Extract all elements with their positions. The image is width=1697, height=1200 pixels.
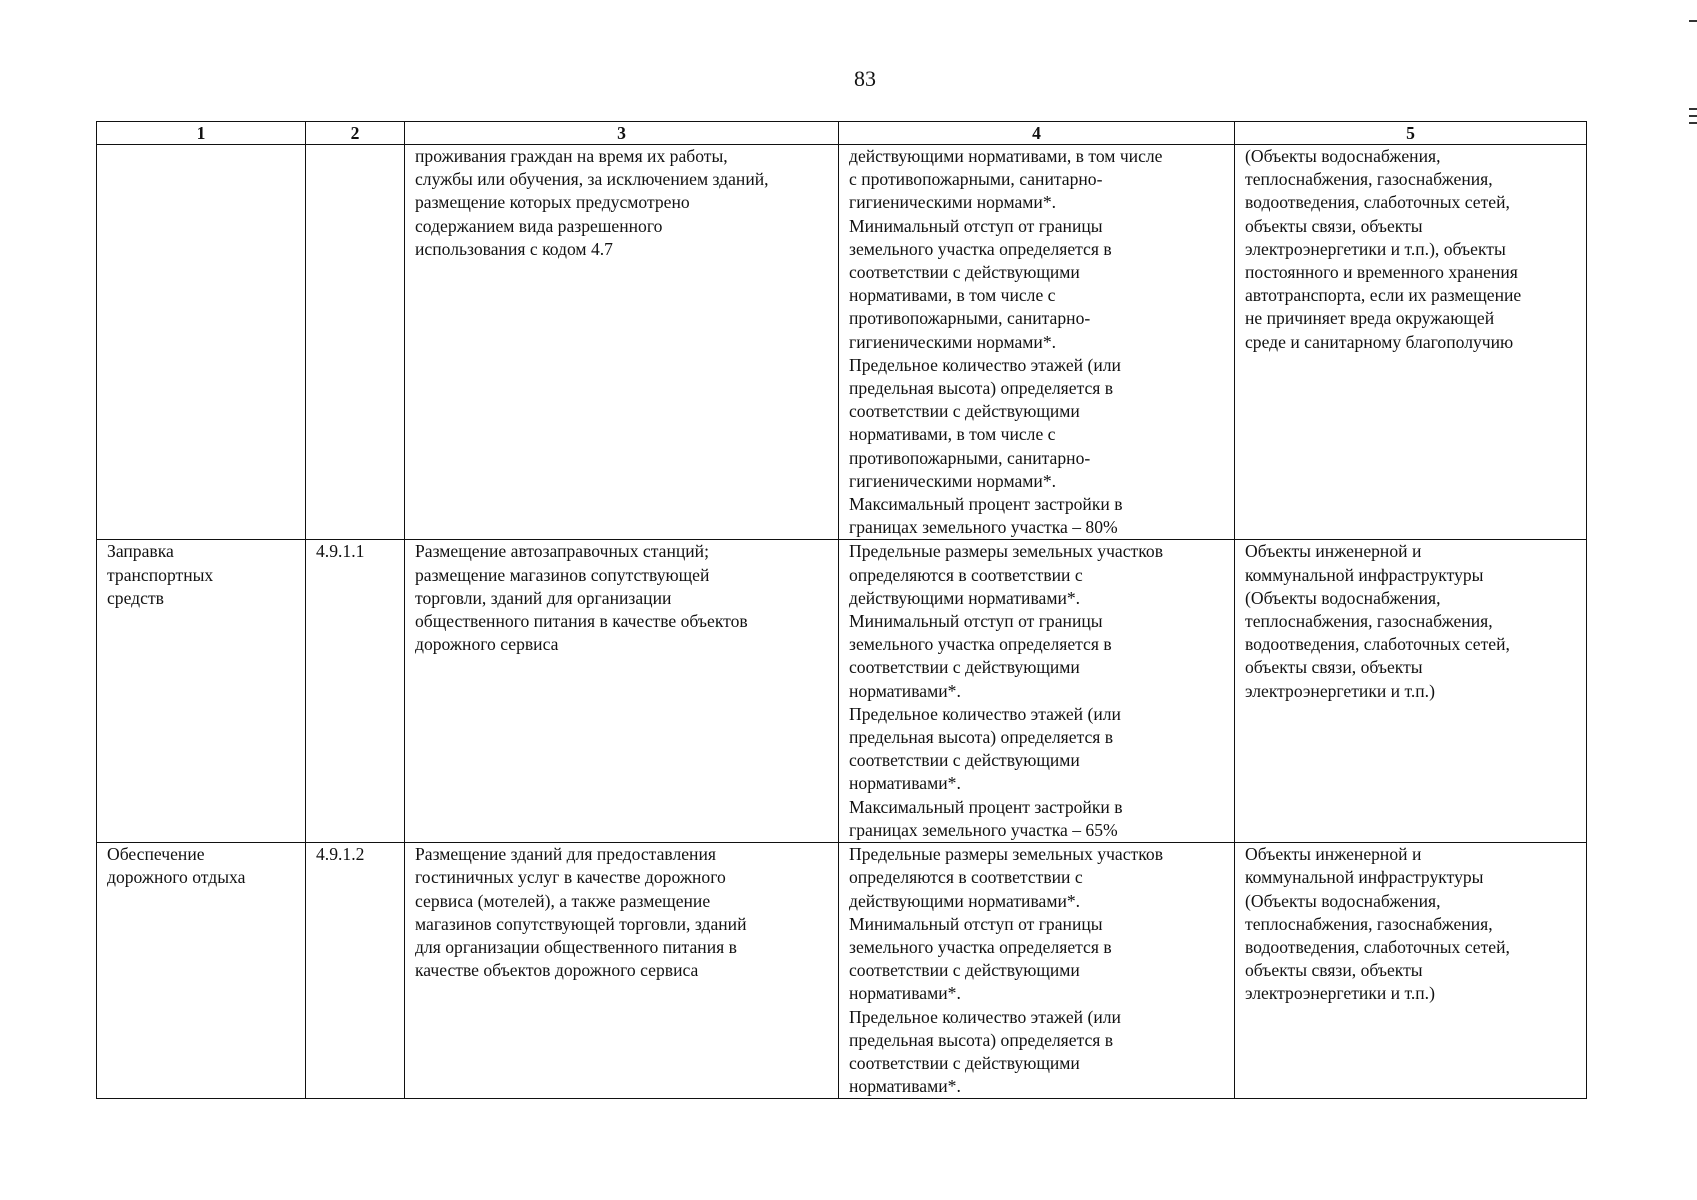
- cell-line: использования с кодом 4.7: [415, 238, 613, 259]
- column-header-5: 5: [1235, 122, 1587, 145]
- cell-line: качестве объектов дорожного сервиса: [415, 960, 699, 981]
- cell-line: земельного участка определяется в: [849, 634, 1112, 655]
- cell-description: [405, 145, 839, 540]
- cell-name: [97, 145, 306, 540]
- cell-line: Минимальный отступ от границы: [849, 215, 1103, 236]
- cell-line: Предельное количество этажей (или: [849, 354, 1121, 375]
- cell-line: электроэнергетики и т.п.), объекты: [1245, 238, 1506, 259]
- cell-line: Заправка: [107, 541, 174, 562]
- edge-mark-middle-3: [1689, 122, 1697, 124]
- cell-line: электроэнергетики и т.п.): [1245, 680, 1435, 701]
- cell-line: постоянного и временного хранения: [1245, 262, 1518, 283]
- cell-line: дорожного отдыха: [107, 867, 246, 888]
- cell-line: земельного участка определяется в: [849, 238, 1112, 259]
- edge-mark-middle-1: [1689, 108, 1697, 110]
- cell-line: противопожарными, санитарно-: [849, 308, 1091, 329]
- cell-line: соответствии с действующими: [849, 960, 1080, 981]
- cell-line: предельная высота) определяется в: [849, 727, 1114, 748]
- table-row: [97, 540, 1587, 843]
- cell-line: гигиеническими нормами*.: [849, 470, 1057, 491]
- cell-line: границах земельного участка – 65%: [849, 819, 1118, 840]
- cell-line: теплоснабжения, газоснабжения,: [1245, 913, 1493, 934]
- cell-line: объекты связи, объекты: [1245, 657, 1423, 678]
- cell-auxiliary: [1235, 540, 1587, 843]
- cell-auxiliary: [1235, 145, 1587, 540]
- cell-line: коммунальной инфраструктуры: [1245, 867, 1484, 888]
- cell-line: действующими нормативами*.: [849, 587, 1081, 608]
- edge-mark-top: [1689, 20, 1697, 22]
- cell-line: Объекты инженерной и: [1245, 844, 1422, 865]
- cell-line: объекты связи, объекты: [1245, 215, 1423, 236]
- cell-line: определяются в соответствии с: [849, 867, 1083, 888]
- cell-line: автотранспорта, если их размещение: [1245, 285, 1522, 306]
- cell-line: земельного участка определяется в: [849, 936, 1112, 957]
- cell-line: водоотведения, слаботочных сетей,: [1245, 936, 1510, 957]
- cell-line: содержанием вида разрешенного: [415, 215, 663, 236]
- cell-line: соответствии с действующими: [849, 401, 1080, 422]
- cell-line: Максимальный процент застройки в: [849, 796, 1123, 817]
- cell-line: гигиеническими нормами*.: [849, 192, 1057, 213]
- cell-line: сервиса (мотелей), а также размещение: [415, 890, 711, 911]
- cell-line: средств: [107, 587, 164, 608]
- cell-line: электроэнергетики и т.п.): [1245, 983, 1435, 1004]
- edge-mark-middle-2: [1689, 115, 1697, 117]
- cell-line: дорожного сервиса: [415, 634, 559, 655]
- cell-line: соответствии с действующими: [849, 1052, 1080, 1073]
- cell-line: нормативами*.: [849, 1076, 961, 1097]
- cell-line: с противопожарными, санитарно-: [849, 169, 1103, 190]
- column-header-1: 1: [97, 122, 306, 145]
- cell-line: определяются в соответствии с: [849, 564, 1083, 585]
- cell-line: предельная высота) определяется в: [849, 378, 1114, 399]
- cell-line: 4.9.1.2: [316, 844, 365, 865]
- cell-line: Предельное количество этажей (или: [849, 1006, 1121, 1027]
- page-number: 83: [854, 66, 876, 91]
- cell-line: теплоснабжения, газоснабжения,: [1245, 169, 1493, 190]
- cell-name: [97, 540, 306, 843]
- cell-line: действующими нормативами*.: [849, 890, 1081, 911]
- cell-line: Предельное количество этажей (или: [849, 703, 1121, 724]
- cell-line: объекты связи, объекты: [1245, 960, 1423, 981]
- cell-line: Обеспечение: [107, 844, 205, 865]
- cell-code: [306, 540, 405, 843]
- cell-line: Размещение зданий для предоставления: [415, 844, 716, 865]
- cell-line: Предельные размеры земельных участков: [849, 844, 1163, 865]
- cell-line: 4.9.1.1: [316, 541, 365, 562]
- cell-name: [97, 843, 306, 1099]
- cell-line: Предельные размеры земельных участков: [849, 541, 1163, 562]
- cell-line: Максимальный процент застройки в: [849, 494, 1123, 515]
- table-body: [97, 145, 1587, 1099]
- cell-line: транспортных: [107, 564, 214, 585]
- cell-line: предельная высота) определяется в: [849, 1029, 1114, 1050]
- cell-parameters: [839, 540, 1235, 843]
- cell-line: службы или обучения, за исключением зданий,: [415, 169, 769, 190]
- cell-line: нормативами*.: [849, 773, 961, 794]
- cell-line: не причиняет вреда окружающей: [1245, 308, 1495, 329]
- cell-line: коммунальной инфраструктуры: [1245, 564, 1484, 585]
- cell-line: границах земельного участка – 80%: [849, 517, 1118, 538]
- cell-line: водоотведения, слаботочных сетей,: [1245, 634, 1510, 655]
- cell-line: (Объекты водоснабжения,: [1245, 146, 1441, 166]
- cell-line: соответствии с действующими: [849, 750, 1080, 771]
- cell-line: Объекты инженерной и: [1245, 541, 1422, 562]
- cell-line: нормативами, в том числе с: [849, 424, 1056, 445]
- cell-description: [405, 843, 839, 1099]
- cell-line: размещение магазинов сопутствующей: [415, 564, 710, 585]
- cell-line: соответствии с действующими: [849, 657, 1080, 678]
- cell-code: [306, 843, 405, 1099]
- cell-line: действующими нормативами, в том числе: [849, 146, 1163, 166]
- cell-line: теплоснабжения, газоснабжения,: [1245, 611, 1493, 632]
- cell-line: (Объекты водоснабжения,: [1245, 890, 1441, 911]
- cell-line: проживания граждан на время их работы,: [415, 146, 728, 166]
- cell-line: торговли, зданий для организации: [415, 587, 672, 608]
- land-use-table: [96, 121, 1587, 1099]
- cell-line: размещение которых предусмотрено: [415, 192, 690, 213]
- cell-line: среде и санитарному благополучию: [1245, 331, 1514, 352]
- table-row: [97, 145, 1587, 540]
- cell-line: общественного питания в качестве объектов: [415, 611, 748, 632]
- cell-line: Минимальный отступ от границы: [849, 611, 1103, 632]
- cell-line: нормативами*.: [849, 680, 961, 701]
- cell-line: гигиеническими нормами*.: [849, 331, 1057, 352]
- cell-line: гостиничных услуг в качестве дорожного: [415, 867, 726, 888]
- cell-line: соответствии с действующими: [849, 262, 1080, 283]
- cell-line: (Объекты водоснабжения,: [1245, 587, 1441, 608]
- cell-line: нормативами, в том числе с: [849, 285, 1056, 306]
- cell-line: Размещение автозаправочных станций;: [415, 541, 709, 562]
- column-header-2: 2: [306, 122, 405, 145]
- column-header-4: 4: [839, 122, 1235, 145]
- cell-line: водоотведения, слаботочных сетей,: [1245, 192, 1510, 213]
- column-header-3: 3: [405, 122, 839, 145]
- cell-description: [405, 540, 839, 843]
- table-header-row: [97, 122, 1587, 145]
- cell-line: противопожарными, санитарно-: [849, 447, 1091, 468]
- cell-line: магазинов сопутствующей торговли, зданий: [415, 913, 747, 934]
- cell-line: нормативами*.: [849, 983, 961, 1004]
- cell-code: [306, 145, 405, 540]
- table-row: [97, 843, 1587, 1099]
- cell-line: Минимальный отступ от границы: [849, 913, 1103, 934]
- cell-parameters: [839, 145, 1235, 540]
- cell-line: для организации общественного питания в: [415, 936, 737, 957]
- cell-auxiliary: [1235, 843, 1587, 1099]
- cell-parameters: [839, 843, 1235, 1099]
